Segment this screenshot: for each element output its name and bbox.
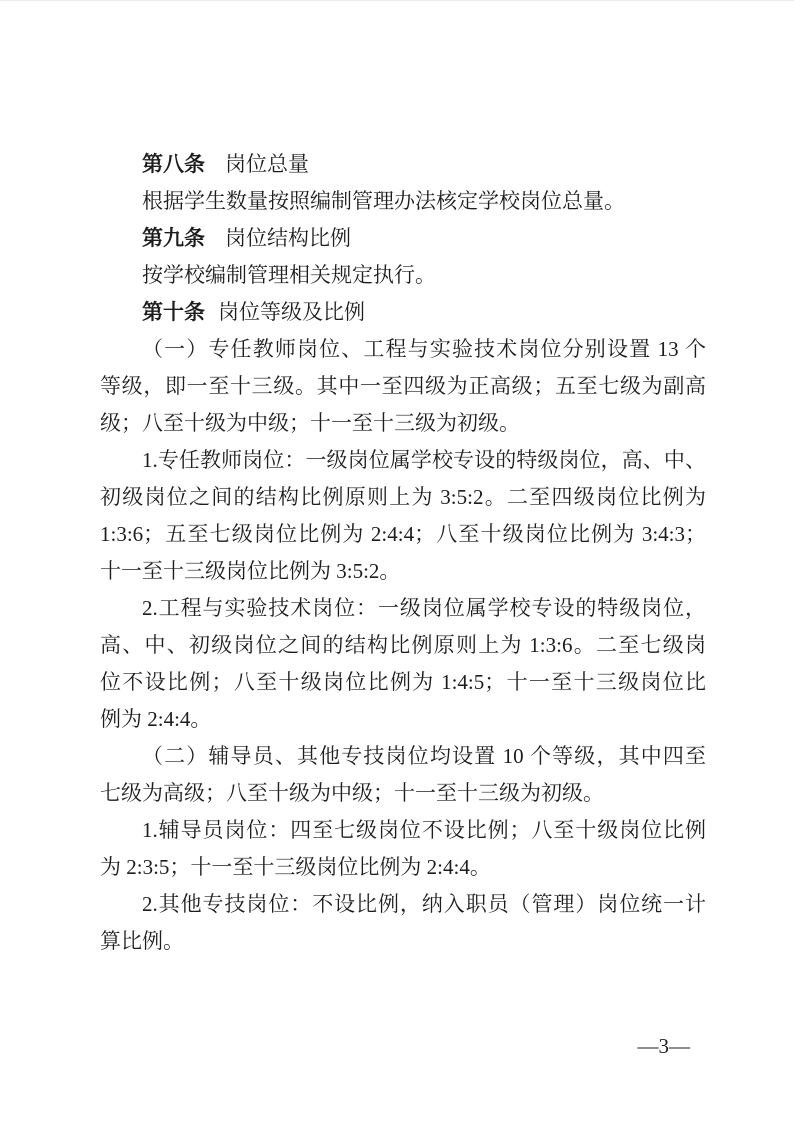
article-title: 岗位结构比例 (225, 226, 351, 250)
paragraph-line: 根据学生数量按照编制管理办法核定学校岗位总量。 (142, 189, 625, 213)
page-number: —3— (637, 1034, 690, 1058)
article-title: 岗位等级及比例 (218, 300, 365, 324)
article-heading-8 (100, 146, 706, 183)
paragraph-line: 2.工程与实验技术岗位：一级岗位属学校专设的特级岗位， (142, 596, 706, 620)
paragraph-line: 例为 2:4:4。 (100, 707, 212, 731)
paragraph-line: 按学校编制管理相关规定执行。 (142, 263, 436, 287)
paragraph-line: 算比例。 (100, 929, 184, 953)
paragraph-line: 七级为高级；八至十级为中级；十一至十三级为初级。 (100, 781, 604, 805)
paragraph-line: 初级岗位之间的结构比例原则上为 3:5:2。二至四级岗位比例为 (100, 485, 706, 509)
article-number: 第九条 (142, 226, 205, 250)
paragraph-line: 高、中、初级岗位之间的结构比例原则上为 1:3:6。二至七级岗 (100, 633, 706, 657)
paragraph-line: 级；八至十级为中级；十一至十三级为初级。 (100, 411, 520, 435)
paragraph-line: （一）专任教师岗位、工程与实验技术岗位分别设置 13 个 (142, 337, 706, 361)
paragraph-line: 位不设比例；八至十级岗位比例为 1:4:5；十一至十三级岗位比 (100, 670, 706, 694)
article-number: 第十条 (142, 300, 205, 324)
article-heading-9 (100, 220, 706, 257)
paragraph-line: 2.其他专技岗位：不设比例，纳入职员（管理）岗位统一计 (142, 892, 706, 916)
document-body (100, 146, 706, 960)
paragraph-line: 为 2:3:5；十一至十三级岗位比例为 2:4:4。 (100, 855, 491, 879)
paragraph-line: 十一至十三级岗位比例为 3:5:2。 (100, 559, 401, 583)
paragraph-line: （二）辅导员、其他专技岗位均设置 10 个等级，其中四至 (142, 744, 706, 768)
paragraph-line: 1:3:6；五至七级岗位比例为 2:4:4；八至十级岗位比例为 3:4:3； (100, 522, 706, 546)
paragraph-line: 1.辅导员岗位：四至七级岗位不设比例；八至十级岗位比例 (142, 818, 706, 842)
paragraph-line: 等级，即一至十三级。其中一至四级为正高级；五至七级为副高 (100, 374, 706, 398)
paragraph-line: 1.专任教师岗位：一级岗位属学校专设的特级岗位，高、中、 (142, 448, 706, 472)
article-heading-10 (100, 294, 706, 331)
article-title: 岗位总量 (225, 152, 309, 176)
article-number: 第八条 (142, 152, 205, 176)
